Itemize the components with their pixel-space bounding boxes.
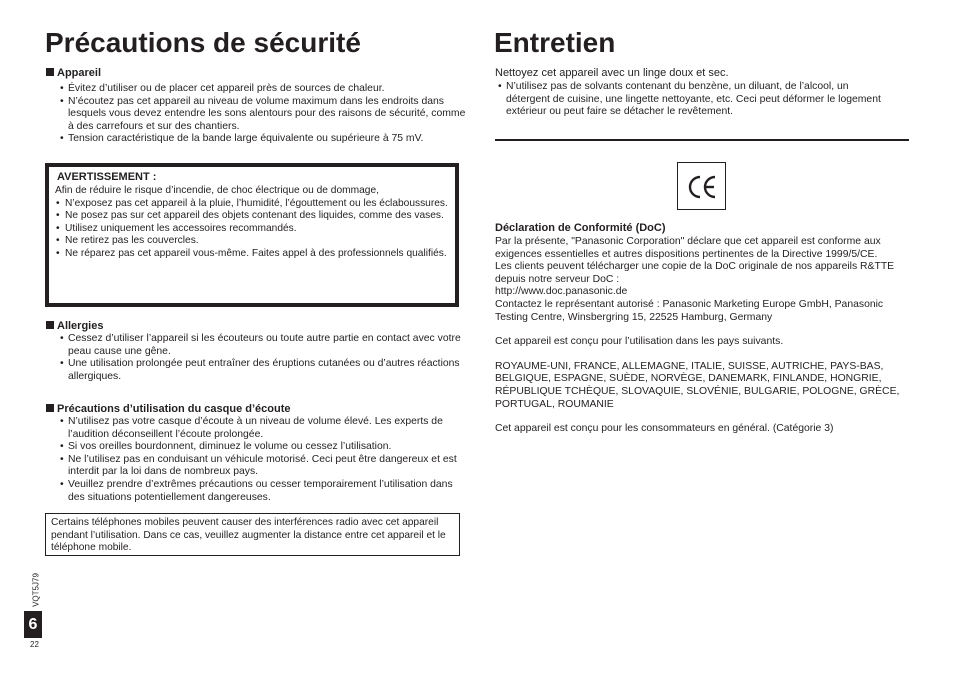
maintenance-list — [495, 81, 895, 119]
section-heading-appareil: Appareil — [46, 67, 101, 80]
section-heading-headphones: Précautions d’utilisation du casque d’écoute — [46, 403, 291, 416]
maintenance-intro: Nettoyez cet appareil avec un linge doux et sec. — [495, 67, 729, 79]
countries-intro: Cet appareil est conçu pour l’utilisation dans les pays suivants. — [495, 336, 784, 348]
list-item: • Cessez d’utiliser l’appareil si les écouteurs ou toute autre partie en contact avec votre peau cause une gêne. — [46, 333, 466, 358]
doc-paragraph: Contactez le représentant autorisé : Panasonic Marketing Europe GmbH, Panasonic Testing Centre, Winsbergring 15, 22525 Hamburg, Germany — [495, 298, 884, 323]
warning-box — [45, 163, 459, 307]
appareil-list — [46, 83, 466, 146]
page-title-safety: Précautions de sécurité — [45, 27, 361, 58]
category-note: Cet appareil est conçu pour les consommateurs en général. (Catégorie 3) — [495, 423, 834, 435]
list-item: • Utilisez uniquement les accessoires recommandés. — [55, 223, 449, 236]
square-bullet-icon — [46, 68, 54, 76]
square-bullet-icon — [46, 321, 54, 329]
page-tab: 6 — [24, 611, 42, 638]
list-item: • N’utilisez pas votre casque d’écoute à un niveau de volume élevé. Les experts de l’audition déconseillent l’écoute prolongée. — [46, 416, 466, 441]
warning-intro: Afin de réduire le risque d’incendie, de choc électrique ou de dommage, — [55, 185, 379, 196]
doc-paragraph: Les clients peuvent télécharger une copie de la DoC originale de nos appareils R&TTE depuis notre serveur DoC : — [495, 261, 895, 285]
list-item: • Ne retirez pas les couvercles. — [55, 235, 449, 248]
list-item: • Tension caractéristique de la bande large équivalente ou supérieure à 75 mV. — [46, 133, 466, 146]
doc-url: http://www.doc.panasonic.de — [495, 286, 628, 298]
list-item: • N’exposez pas cet appareil à la pluie, l’humidité, l’égouttement ou les éclaboussures. — [55, 198, 449, 211]
allergies-list — [46, 333, 466, 383]
ce-mark-graphic — [678, 163, 727, 211]
declaration-of-conformity — [495, 222, 915, 436]
headphones-list — [46, 416, 466, 504]
page-title-maintenance: Entretien — [494, 27, 616, 58]
page-number: 22 — [30, 640, 39, 649]
warning-list — [55, 198, 449, 261]
warning-title: AVERTISSEMENT : — [57, 171, 157, 183]
section-divider — [495, 139, 909, 141]
list-item: • Une utilisation prolongée peut entraîner des éruptions cutanées ou d’autres réactions allergiques. — [46, 358, 466, 383]
list-item: • N’écoutez pas cet appareil au niveau de volume maximum dans les endroits dans lesquels vous devez entendre les sons alentours pour des raisons de sécurité, comme à des carrefours et sur des chantiers. — [46, 96, 466, 134]
doc-paragraph: Par la présente, "Panasonic Corporation" déclare que cet appareil est conforme aux exigences essentielles et autres dispositions pertinentes de la Directive 1999/5/CE. — [495, 236, 881, 260]
list-item: • N’utilisez pas de solvants contenant du benzène, un diluant, de l’alcool, un détergent de cuisine, une lingette nettoyante, etc. Ceci peut déformer le logement extérieur ou peut faire se détacher le revêtement. — [495, 81, 895, 119]
list-item: • Ne l’utilisez pas en conduisant un véhicule motorisé. Ceci peut être dangereux et est interdit par la loi dans de nombreux pays. — [46, 454, 466, 479]
section-heading-allergies: Allergies — [46, 320, 103, 333]
list-item: • Évitez d’utiliser ou de placer cet appareil près de sources de chaleur. — [46, 83, 466, 96]
model-code: VQT5J79 — [31, 573, 41, 607]
square-bullet-icon — [46, 404, 54, 412]
mobile-phone-note: Certains téléphones mobiles peuvent causer des interférences radio avec cet appareil pendant l’utilisation. Dans ce cas, veuillez augmenter la distance entre cet appareil et le téléphone mobile. — [45, 513, 460, 556]
list-item: • Veuillez prendre d’extrêmes précautions ou cesser temporairement l’utilisation dans des situations potentiellement dangereuses. — [46, 479, 466, 504]
list-item: • Ne posez pas sur cet appareil des objets contenant des liquides, comme des vases. — [55, 210, 449, 223]
list-item: • Ne réparez pas cet appareil vous-même. Faites appel à des professionnels qualifiés. — [55, 248, 449, 261]
doc-title: Déclaration de Conformité (DoC) — [495, 222, 666, 234]
list-item: • Si vos oreilles bourdonnent, diminuez le volume ou cessez l’utilisation. — [46, 441, 466, 454]
ce-mark-icon — [677, 162, 726, 210]
countries-list: ROYAUME-UNI, FRANCE, ALLEMAGNE, ITALIE, SUISSE, AUTRICHE, PAYS-BAS, BELGIQUE, ESPAGNE, SUÈDE, NORVÈGE, DANEMARK, FINLANDE, HONGRIE, RÉPUBLIQUE TCHÈQUE, SLOVAQUIE, SLOVÉNIE, BULGARIE, POLOGNE, GRÈCE, PORTUGAL, ROUMANIE — [495, 360, 900, 410]
